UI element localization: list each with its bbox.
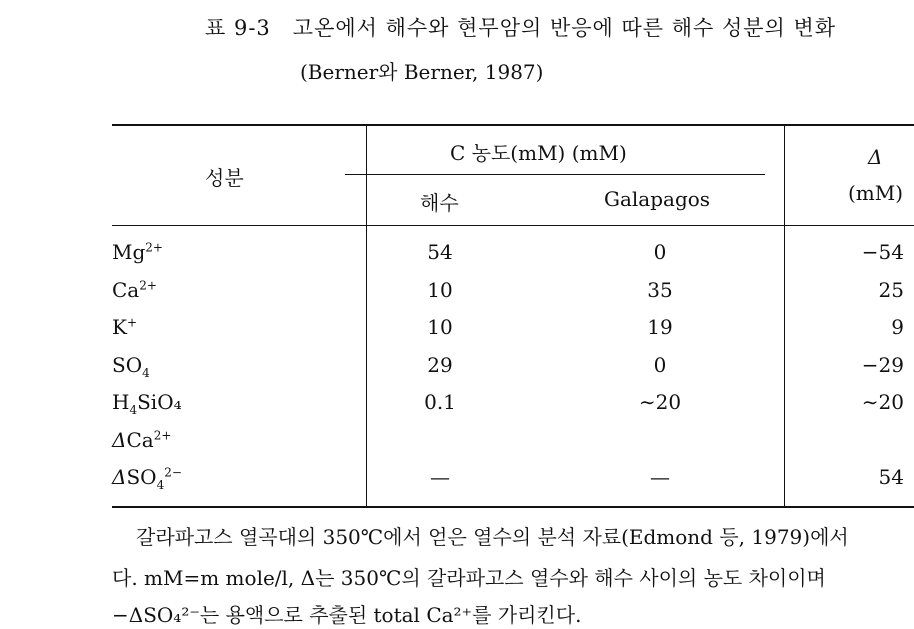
header-delta-unit: (mM)	[848, 181, 904, 205]
footnote-line-2: 다. mM=m mole/l, Δ는 350℃의 갈라파고스 열수와 해수 사이의 농도 차이이며	[112, 566, 826, 590]
galapagos-cell: 0	[653, 353, 667, 377]
column-divider-right	[784, 126, 785, 506]
header-galapagos: Galapagos	[604, 187, 711, 211]
header-concentration: C 농도(mM) (mM)	[450, 141, 627, 165]
table-top-rule	[112, 124, 914, 126]
component-cell: $Ca^{2+}$	[112, 278, 157, 302]
table-source: (Berner와 Berner, 1987)	[300, 60, 544, 84]
header-seawater: 해수	[420, 191, 459, 215]
component-cell: $H_4SiO_4$	[112, 390, 182, 417]
table-title-text: 고온에서 해수와 현무암의 반응에 따른 해수 성분의 변화	[292, 16, 837, 40]
galapagos-cell: 0	[653, 240, 667, 264]
seawater-cell: 29	[427, 353, 453, 377]
component-cell: $SO_4$	[112, 353, 150, 380]
column-divider-left	[366, 126, 367, 506]
component-cell: K+	[112, 315, 138, 339]
footnote-line-1: 갈라파고스 열곡대의 350℃에서 얻은 열수의 분석 자료(Edmond 등, 1979)에서	[136, 525, 849, 549]
component-cell: ΔCa$^{2+}$	[112, 428, 172, 452]
delta-cell: 9	[891, 315, 904, 339]
delta-cell: −29	[861, 353, 904, 377]
table-bottom-rule	[112, 506, 914, 508]
delta-cell: 54	[878, 465, 904, 489]
delta-cell: ∼20	[861, 390, 904, 414]
delta-cell: 25	[878, 278, 904, 302]
seawater-cell: —	[430, 465, 450, 489]
seawater-cell: 0.1	[424, 390, 456, 414]
table-number: 표 9-3	[205, 16, 271, 40]
header-bottom-rule	[112, 225, 914, 226]
seawater-cell: 10	[427, 278, 453, 302]
delta-cell: −54	[861, 240, 904, 264]
galapagos-cell: ∼20	[638, 390, 682, 414]
galapagos-cell: —	[650, 465, 670, 489]
galapagos-cell: 19	[647, 315, 673, 339]
table-title	[205, 12, 836, 42]
component-cell: $\Delta SO_4^{2-}$	[112, 465, 182, 492]
seawater-cell: 10	[427, 315, 453, 339]
component-cell: $Mg^{2+}$	[112, 240, 163, 264]
footnote-line-3: −ΔSO₄²⁻는 용액으로 추출된 total Ca²⁺를 가리킨다.	[112, 603, 582, 627]
header-split-rule	[345, 174, 765, 175]
header-delta: Δ	[868, 145, 883, 169]
galapagos-cell: 35	[647, 278, 673, 302]
seawater-cell: 54	[427, 240, 453, 264]
header-component: 성분	[205, 166, 244, 190]
